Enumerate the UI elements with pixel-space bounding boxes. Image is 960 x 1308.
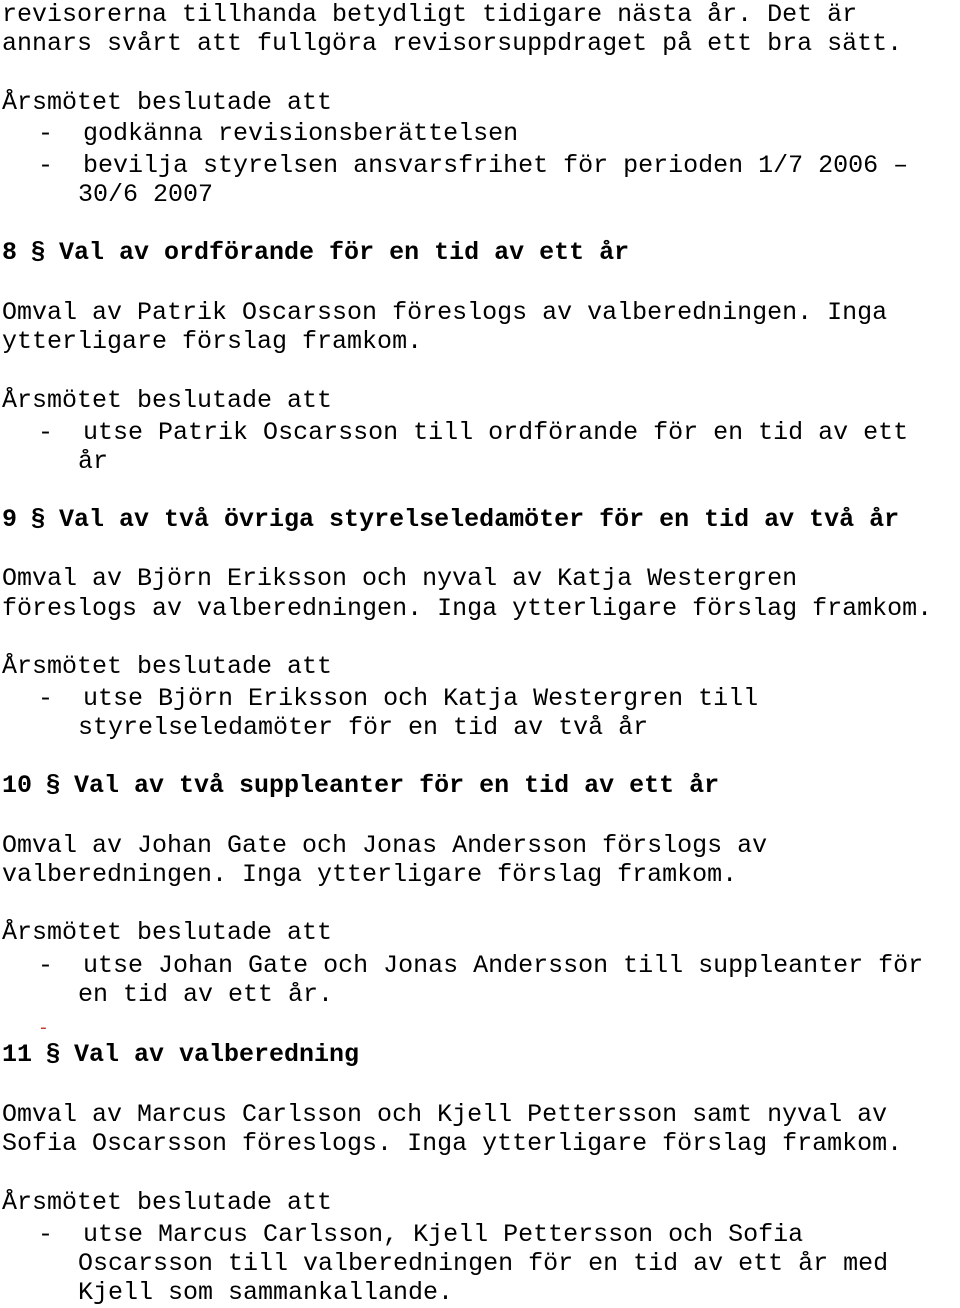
section-number: 8 bbox=[2, 238, 18, 267]
intro-list-item-2 bbox=[38, 151, 908, 181]
section-number: 11 bbox=[2, 1040, 33, 1069]
section-9-heading bbox=[2, 505, 899, 535]
section-11-list-item-continuation-2: Kjell som sammankallande. bbox=[78, 1278, 454, 1307]
section-sign-icon: § bbox=[30, 505, 46, 534]
section-11-paragraph-line-1: Omval av Marcus Carlsson och Kjell Pettersson samt nyval av bbox=[2, 1100, 888, 1129]
section-9-paragraph-line-1: Omval av Björn Eriksson och nyval av Katja Westergren bbox=[2, 564, 798, 593]
section-sign-icon: § bbox=[30, 238, 46, 267]
bullet-dash: - bbox=[38, 151, 54, 180]
intro-list-item-2-continuation: 30/6 2007 bbox=[78, 180, 214, 209]
list-item-text: godkänna revisionsberättelsen bbox=[83, 119, 519, 148]
section-sign-icon: § bbox=[45, 1040, 61, 1069]
section-11-decision-heading: Årsmötet beslutade att bbox=[2, 1188, 333, 1217]
section-11-list-item-continuation-1: Oscarsson till valberedningen för en tid av ett år med bbox=[78, 1249, 889, 1278]
stray-dash-mark: - bbox=[38, 1019, 49, 1039]
section-8-heading bbox=[2, 238, 629, 268]
bullet-dash: - bbox=[38, 418, 54, 447]
bullet-dash: - bbox=[38, 1220, 54, 1249]
section-11-paragraph-line-2: Sofia Oscarsson föreslogs. Inga ytterligare förslag framkom. bbox=[2, 1129, 903, 1158]
list-item-text: utse Patrik Oscarsson till ordförande för en tid av ett bbox=[83, 418, 909, 447]
section-8-list-item-continuation: år bbox=[78, 447, 109, 476]
section-10-paragraph-line-2: valberedningen. Inga ytterligare förslag framkom. bbox=[2, 860, 738, 889]
bullet-dash: - bbox=[38, 119, 54, 148]
intro-paragraph-line-2: annars svårt att fullgöra revisorsuppdraget på ett bra sätt. bbox=[2, 29, 903, 58]
section-title: Val av valberedning bbox=[74, 1040, 360, 1069]
section-number: 9 bbox=[2, 505, 18, 534]
section-title: Val av två suppleanter för en tid av ett år bbox=[74, 771, 720, 800]
section-title: Val av ordförande för en tid av ett år bbox=[59, 238, 630, 267]
section-8-decision-heading: Årsmötet beslutade att bbox=[2, 386, 333, 415]
list-item-text: utse Johan Gate och Jonas Andersson till suppleanter för bbox=[83, 951, 924, 980]
section-9-list-item bbox=[38, 684, 758, 714]
intro-list-item-1 bbox=[38, 119, 518, 149]
list-item-text: bevilja styrelsen ansvarsfrihet för perioden 1/7 2006 – bbox=[83, 151, 909, 180]
section-8-list-item bbox=[38, 418, 908, 448]
section-10-paragraph-line-1: Omval av Johan Gate och Jonas Andersson förslogs av bbox=[2, 831, 768, 860]
bullet-dash: - bbox=[38, 684, 54, 713]
section-9-decision-heading: Årsmötet beslutade att bbox=[2, 652, 333, 681]
list-item-text: utse Marcus Carlsson, Kjell Pettersson och Sofia bbox=[83, 1220, 804, 1249]
section-9-paragraph-line-2: föreslogs av valberedningen. Inga ytterligare förslag framkom. bbox=[2, 594, 933, 623]
section-title: Val av två övriga styrelseledamöter för en tid av två år bbox=[59, 505, 900, 534]
list-item-text: utse Björn Eriksson och Katja Westergren till bbox=[83, 684, 759, 713]
section-8-paragraph-line-1: Omval av Patrik Oscarsson föreslogs av valberedningen. Inga bbox=[2, 298, 888, 327]
section-11-list-item bbox=[38, 1220, 803, 1250]
section-10-decision-heading: Årsmötet beslutade att bbox=[2, 918, 333, 947]
section-8-paragraph-line-2: ytterligare förslag framkom. bbox=[2, 327, 423, 356]
section-9-list-item-continuation: styrelseledamöter för en tid av två år bbox=[78, 713, 649, 742]
intro-decision-heading: Årsmötet beslutade att bbox=[2, 88, 333, 117]
bullet-dash: - bbox=[38, 951, 54, 980]
section-10-list-item-continuation: en tid av ett år. bbox=[78, 980, 334, 1009]
section-10-list-item bbox=[38, 951, 923, 981]
intro-paragraph-line-1: revisorerna tillhanda betydligt tidigare nästa år. Det är bbox=[2, 0, 858, 29]
section-11-heading bbox=[2, 1040, 359, 1070]
section-10-heading bbox=[2, 771, 719, 801]
section-sign-icon: § bbox=[45, 771, 61, 800]
section-number: 10 bbox=[2, 771, 33, 800]
